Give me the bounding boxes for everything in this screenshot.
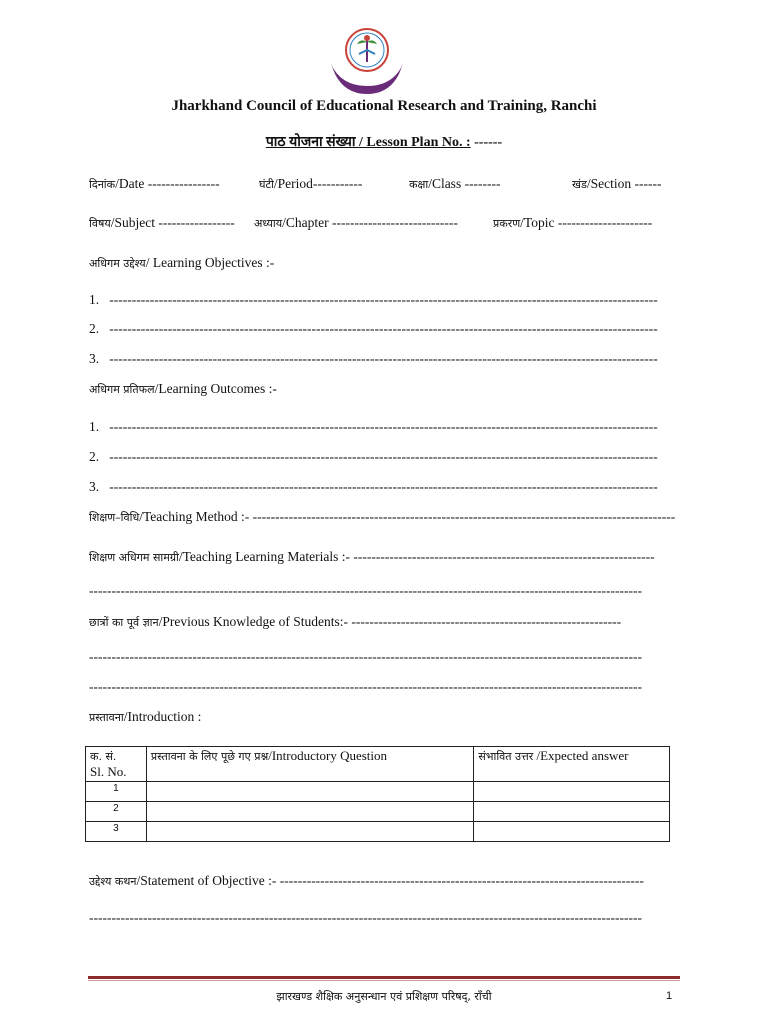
footer-council-name: झारखण्ड शैक्षिक अनुसन्धान एवं प्रशिक्षण परिषद्, राँची	[276, 990, 492, 1003]
row-number: 2	[86, 802, 147, 822]
question-cell[interactable]	[146, 802, 473, 822]
chapter-field[interactable]: अध्याय/Chapter ----------------------------	[254, 215, 458, 230]
topic-field[interactable]: प्रकरण/Topic ---------------------	[493, 215, 653, 230]
lesson-plan-number	[0, 132, 768, 151]
answer-cell[interactable]	[474, 822, 670, 842]
statement-continuation-line[interactable]: ---------------------------------------------------------------------------------------------------------------------------	[89, 910, 642, 925]
previous-knowledge-line-2[interactable]: ---------------------------------------------------------------------------------------------------------------------------	[89, 649, 642, 664]
lesson-plan-value: ------	[474, 135, 503, 150]
subject-field[interactable]: विषय/Subject -----------------	[89, 215, 235, 230]
previous-knowledge-field[interactable]: छात्रों का पूर्व ज्ञान/Previous Knowledge of Students:- ------------------------------------------------------------	[89, 614, 622, 629]
answer-cell[interactable]	[474, 782, 670, 802]
header-introductory-question: प्रस्तावना के लिए पूछे गए प्रश्न/Introductory Question	[146, 747, 473, 782]
objective-line-1[interactable]: 1. --------------------------------------------------------------------------------------------------------------------------	[89, 292, 658, 307]
table-header-row	[86, 747, 670, 782]
materials-continuation-line[interactable]: ---------------------------------------------------------------------------------------------------------------------------	[89, 583, 642, 598]
row-number: 1	[86, 782, 147, 802]
answer-cell[interactable]	[474, 802, 670, 822]
learning-objectives-heading: अधिगम उद्देश्य/ Learning Objectives :-	[89, 255, 275, 270]
introduction-heading: प्रस्तावना/Introduction :	[89, 709, 202, 724]
question-cell[interactable]	[146, 822, 473, 842]
date-field[interactable]: दिनांक/Date ----------------	[89, 176, 220, 191]
table-row	[86, 782, 670, 802]
jcert-logo	[329, 24, 405, 96]
objective-line-3[interactable]: 3. --------------------------------------------------------------------------------------------------------------------------	[89, 351, 658, 366]
class-field[interactable]: कक्षा/Class --------	[409, 176, 501, 191]
objective-line-2[interactable]: 2. --------------------------------------------------------------------------------------------------------------------------	[89, 321, 658, 336]
previous-knowledge-line-3[interactable]: ---------------------------------------------------------------------------------------------------------------------------	[89, 679, 642, 694]
row-number: 3	[86, 822, 147, 842]
question-cell[interactable]	[146, 782, 473, 802]
table-row	[86, 802, 670, 822]
section-field[interactable]: खंड/Section ------	[572, 176, 662, 191]
footer-divider-thin	[88, 980, 680, 981]
council-title: Jharkhand Council of Educational Research and Training, Ranchi	[171, 98, 597, 114]
period-field[interactable]: घंटी/Period-----------	[259, 176, 363, 191]
teaching-method-field[interactable]: शिक्षण–विधि/Teaching Method :- ----------------------------------------------------------------------------------------------	[89, 509, 676, 524]
page-number: 1	[666, 990, 673, 1002]
footer-divider	[88, 976, 680, 979]
table-row	[86, 822, 670, 842]
learning-outcomes-heading: अधिगम प्रतिफल/Learning Outcomes :-	[89, 381, 277, 396]
statement-of-objective-field[interactable]: उद्देश्य कथन/Statement of Objective :- ---------------------------------------------------------------------------------	[89, 873, 644, 888]
introduction-table	[85, 746, 670, 842]
header-expected-answer: संभावित उत्तर /Expected answer	[474, 747, 670, 782]
teaching-materials-field[interactable]: शिक्षण अधिगम सामग्री/Teaching Learning Materials :- -------------------------------------------------------------------	[89, 549, 655, 564]
outcome-line-3[interactable]: 3. --------------------------------------------------------------------------------------------------------------------------	[89, 479, 658, 494]
lesson-plan-label: पाठ योजना संख्या / Lesson Plan No. :	[265, 135, 471, 150]
outcome-line-1[interactable]: 1. --------------------------------------------------------------------------------------------------------------------------	[89, 419, 658, 434]
outcome-line-2[interactable]: 2. --------------------------------------------------------------------------------------------------------------------------	[89, 449, 658, 464]
header-sl-no: क. सं. Sl. No.	[86, 747, 147, 782]
